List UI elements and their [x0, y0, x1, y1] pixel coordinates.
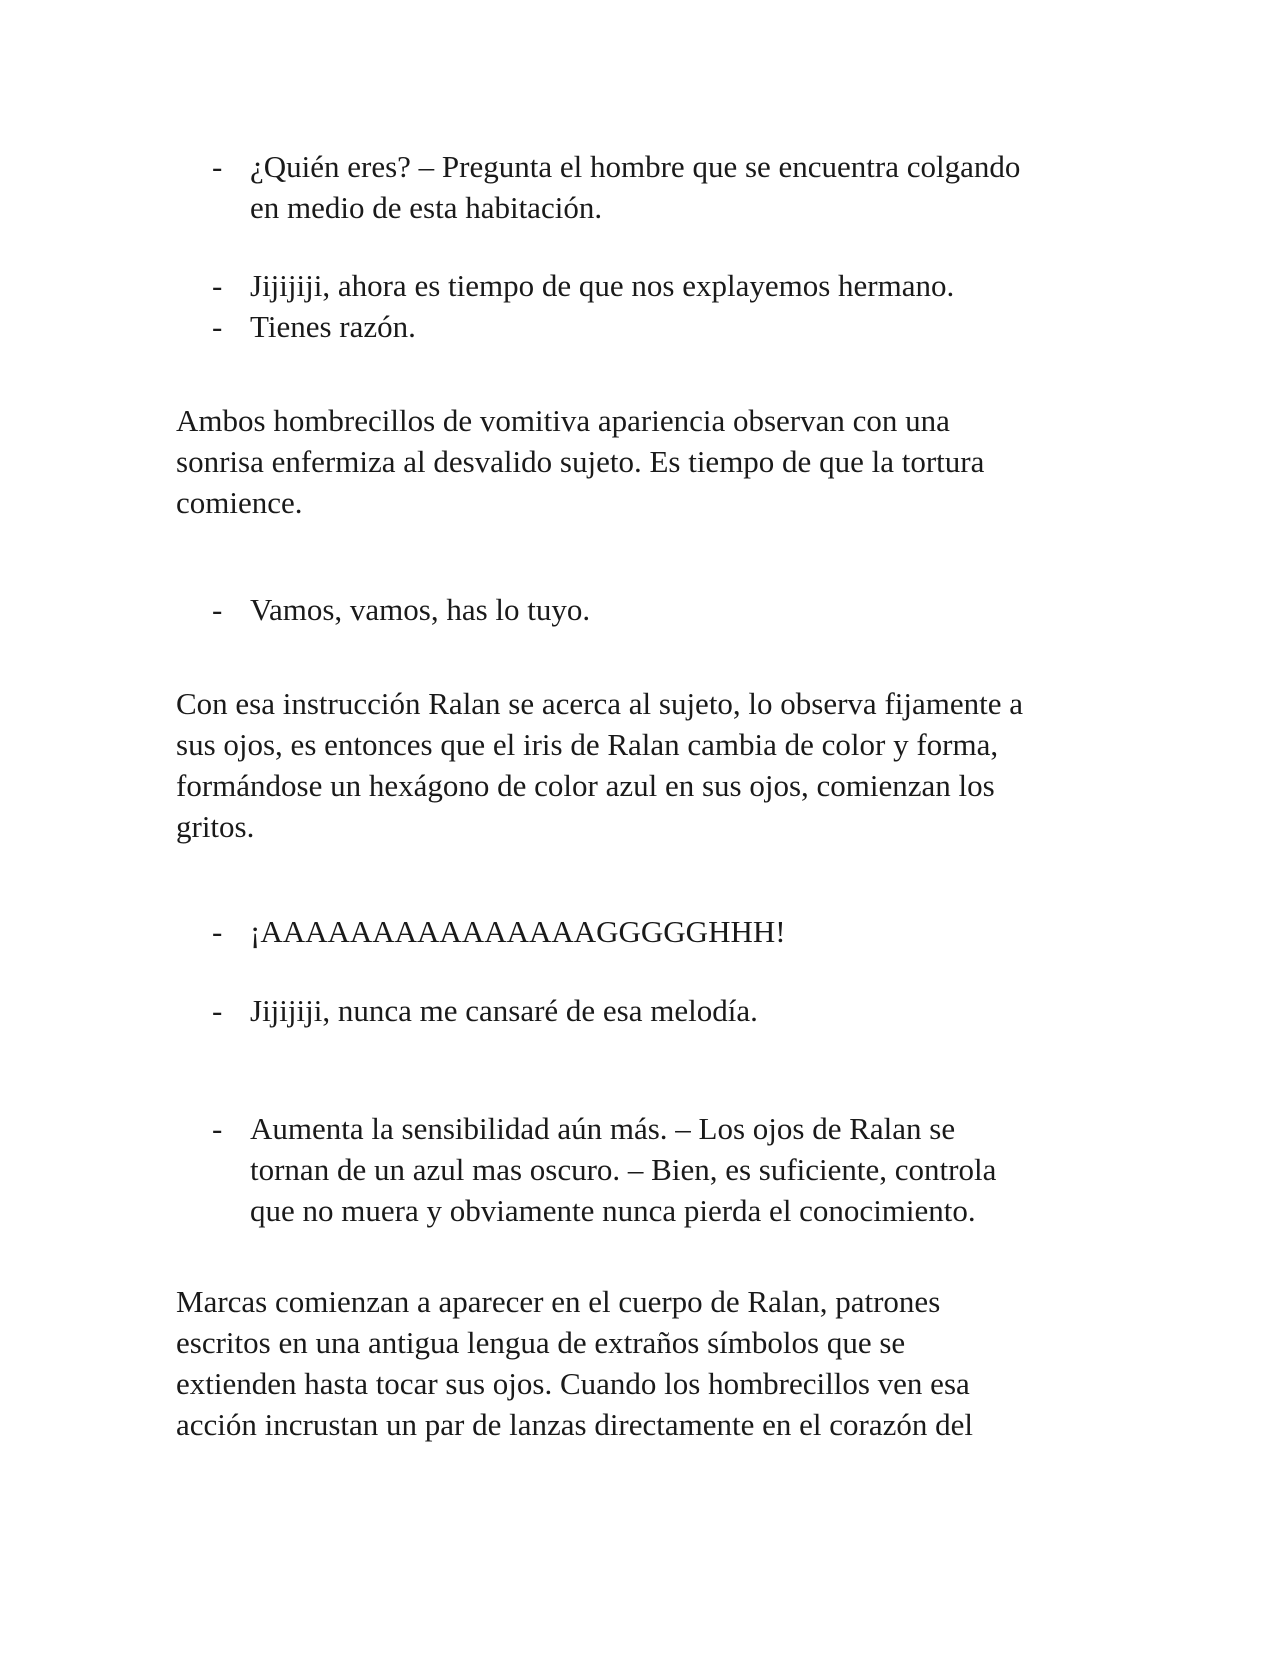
text-line: ¿Quién eres? – Pregunta el hombre que se encuentra colgando	[250, 149, 1021, 184]
dialogue-text	[250, 265, 1092, 306]
text-line: tornan de un azul mas oscuro. – Bien, es suficiente, controla	[250, 1152, 997, 1187]
dialogue-dash: -	[212, 149, 223, 184]
text-line: Vamos, vamos, has lo tuyo.	[250, 592, 591, 627]
text-line: escritos en una antigua lengua de extraños símbolos que se	[176, 1325, 906, 1360]
text-line: Jijijiji, nunca me cansaré de esa melodía.	[250, 993, 758, 1028]
dialogue-text	[250, 146, 1092, 228]
text-line: Aumenta la sensibilidad aún más. – Los ojos de Ralan se	[250, 1111, 956, 1146]
dialogue-dash: -	[212, 1111, 223, 1146]
text-line: que no muera y obviamente nunca pierda el conocimiento.	[250, 1193, 976, 1228]
narrative-paragraph	[176, 683, 1116, 847]
dialogue-text	[250, 589, 1092, 630]
text-line: ¡AAAAAAAAAAAAAAAGGGGGHHH!	[250, 914, 786, 949]
text-line: extienden hasta tocar sus ojos. Cuando los hombrecillos ven esa	[176, 1366, 970, 1401]
dialogue-dash: -	[212, 309, 223, 344]
text-line: sus ojos, es entonces que el iris de Ralan cambia de color y forma,	[176, 727, 999, 762]
dialogue-text	[250, 990, 1092, 1031]
dialogue-text	[250, 1108, 1092, 1231]
text-line: comience.	[176, 485, 303, 520]
dialogue-text	[250, 911, 1092, 952]
text-line: Ambos hombrecillos de vomitiva apariencia observan con una	[176, 403, 950, 438]
text-line: gritos.	[176, 809, 255, 844]
text-line: Con esa instrucción Ralan se acerca al sujeto, lo observa fijamente a	[176, 686, 1024, 721]
dialogue-dash: -	[212, 993, 223, 1028]
dialogue-dash: -	[212, 914, 223, 949]
text-line: formándose un hexágono de color azul en sus ojos, comienzan los	[176, 768, 995, 803]
text-line: Jijijiji, ahora es tiempo de que nos explayemos hermano.	[250, 268, 955, 303]
dialogue-dash: -	[212, 268, 223, 303]
narrative-paragraph	[176, 1281, 1116, 1445]
narrative-paragraph	[176, 400, 1116, 523]
dialogue-text	[250, 306, 1092, 347]
text-line: Marcas comienzan a aparecer en el cuerpo de Ralan, patrones	[176, 1284, 941, 1319]
text-line: Tienes razón.	[250, 309, 416, 344]
dialogue-dash: -	[212, 592, 223, 627]
text-line: en medio de esta habitación.	[250, 190, 603, 225]
text-line: acción incrustan un par de lanzas directamente en el corazón del	[176, 1407, 973, 1442]
text-line: sonrisa enfermiza al desvalido sujeto. Es tiempo de que la tortura	[176, 444, 985, 479]
